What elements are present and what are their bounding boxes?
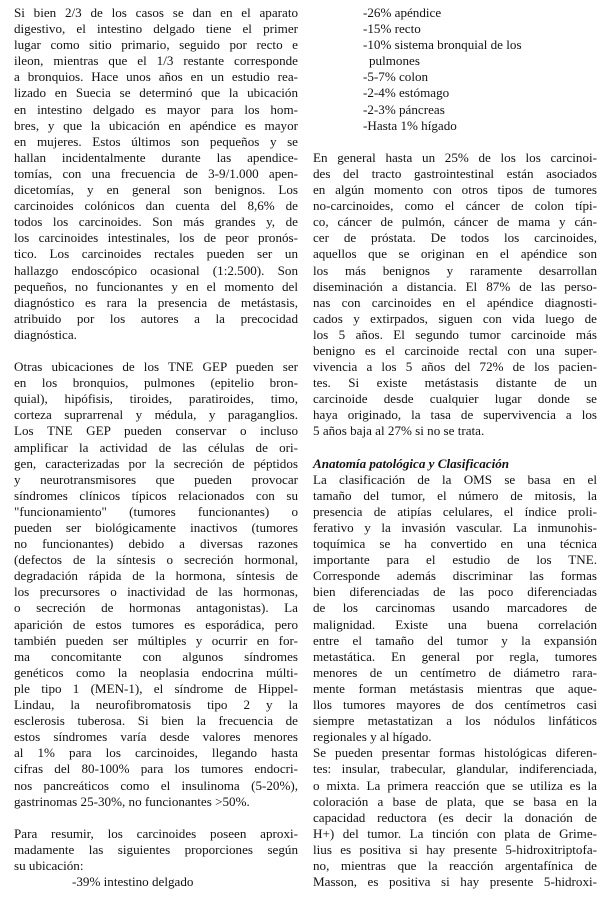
location-proportions-list <box>313 5 597 134</box>
text-line: quial), hipófisis, tiroides, paratiroides, timo, <box>14 391 298 407</box>
text-line: lius es positiva si hay presente 5-hidroxitriptofa- <box>313 841 597 857</box>
paragraph-who-classification <box>313 472 597 746</box>
list-item: -Hasta 1% hígado <box>363 117 457 133</box>
text-line: En general hasta un 25% de los los carcinoi- <box>313 149 597 165</box>
text-line: bres, y que la ubicación en apéndice es mayor <box>14 117 298 133</box>
text-line: también pueden ser múltiples y ocurrir en for- <box>14 632 298 648</box>
text-line: no, mientras que la reacción argentafínica de <box>313 857 597 873</box>
list-item: -26% apéndice <box>363 5 442 20</box>
paragraph-other-locations <box>14 359 298 810</box>
text-line: o secreción de hormonas antagonistas). La <box>14 600 298 616</box>
text-line: todos los carcinoides. Son más grandes y, de <box>14 214 298 230</box>
text-line: siempre metastatizan a los nódulos linfáticos <box>313 713 597 729</box>
list-item: -10% sistema bronquial de los <box>363 37 522 53</box>
text-line: cer de próstata. De todos los carcinoides, <box>313 230 597 246</box>
text-line: llos tumores mayores de dos centímetros casi <box>313 697 597 713</box>
text-line: coloración a base de plata, que se basa en la <box>313 793 597 809</box>
text-line: toquímica se ha convertido en una técnica <box>313 536 597 552</box>
text-line: gen, caracterizadas por la secreción de péptidos <box>14 455 298 471</box>
text-line: o mixta. La primera reacción que se utiliza es la <box>313 777 597 793</box>
text-line: Masson, es positiva si hay presente 5-hidroxi- <box>313 874 597 890</box>
paragraph-summary <box>14 826 298 890</box>
text-line: en mujeres. Estos últimos son pequeños y se <box>14 133 298 149</box>
text-line: madamente las siguientes proporciones según <box>14 841 298 857</box>
text-line: esclerosis tuberosa. Si bien la frecuencia de <box>14 713 298 729</box>
text-line: estos síndromes varía desde valores menores <box>14 729 298 745</box>
text-line: pequeños, no funcionantes y en el momento del <box>14 278 298 294</box>
text-line: haya originado, la tasa de supervivencia a los <box>313 407 597 423</box>
right-column <box>313 5 597 890</box>
text-line: aquellos que se originan en el apéndice son <box>313 246 597 262</box>
text-line: no-carcinoides, como el cáncer de colon típi- <box>313 198 597 214</box>
text-line: aparición de estos tumores es esporádica, pero <box>14 616 298 632</box>
list-item: -2-3% páncreas <box>363 101 445 117</box>
text-line: malignidad. Existe una buena correlación <box>313 616 597 632</box>
text-line: cados y extirpados, siguen con vida luego de <box>313 310 597 326</box>
text-line: Se pueden presentar formas histológicas diferen- <box>313 745 597 761</box>
text-line: degradación rápida de la hormona, síntesis de <box>14 568 298 584</box>
text-line: no funcionantes) debido a diversas razones <box>14 536 298 552</box>
paragraph-gap <box>313 440 597 456</box>
text-line: presencia de atipías celulares, el índice proli- <box>313 503 597 519</box>
text-line: Lindau, la neurofibromatosis tipo 2 y la <box>14 697 298 713</box>
text-line: los precursores o inactividad de las hormonas, <box>14 584 298 600</box>
text-line: en intestino delgado es mayor para los hom- <box>14 101 298 117</box>
paragraph-gap <box>313 134 597 150</box>
left-column <box>14 5 298 890</box>
text-line: ileon, mientras que el 1/3 restante corresponde <box>14 53 298 69</box>
text-line: cifras del 80-100% para los tumores endocri- <box>14 761 298 777</box>
text-line: tico. Los carcinoides rectales pueden ser un <box>14 246 298 262</box>
text-line: menores de un centímetro de diámetro rara- <box>313 664 597 680</box>
text-line: tes. Si existe metástasis distante de un <box>313 375 597 391</box>
text-line: ferativo y la invasión vascular. La inmunohis- <box>313 520 597 535</box>
text-line: des del tracto gastrointestinal están asociados <box>313 165 597 181</box>
text-line: La clasificación de la OMS se basa en el <box>313 471 597 487</box>
text-line: Si bien 2/3 de los casos se dan en el aparato <box>14 5 298 20</box>
text-line: atribuido por los autores a la precocidad <box>14 310 298 326</box>
paragraph-associations <box>313 150 597 440</box>
text-line: entre el tamaño del tumor y la expansión <box>313 632 597 648</box>
text-line: benigno es el carcinoide rectal con una super- <box>313 342 597 358</box>
list-item: -5-7% colon <box>363 69 429 85</box>
list-item: -39% intestino delgado <box>72 874 194 890</box>
text-line: "funcionamiento" (tumores funcionantes) o <box>14 503 298 519</box>
text-line: en los bronquios, pulmones (epitelio bron- <box>14 375 298 391</box>
text-line: carcinoide desde cualquier lugar donde se <box>313 391 597 407</box>
text-line: los 5 años. El segundo tumor carcinoide más <box>313 326 597 342</box>
text-line: tes: insular, trabecular, glandular, indiferenciada, <box>313 761 597 777</box>
text-line: carcinoides colónicos dan cuenta del 8,6% de <box>14 198 298 214</box>
text-line: síndromes clínicos típicos relacionados con su <box>14 487 298 503</box>
text-line: hallan incidentalmente durante las apendice- <box>14 149 298 165</box>
text-line: a bronquios. Hace unos años en un estudio rea- <box>14 69 298 85</box>
text-line: regionales y al hígado. <box>313 729 432 745</box>
text-line: diseminación a distancia. El 87% de las perso- <box>313 278 597 294</box>
text-line: de los carcinomas usando marcadores de <box>313 600 597 616</box>
text-line: Para resumir, los carcinoides poseen aproxi- <box>14 825 298 841</box>
text-line: bien diferenciadas de las poco diferenciadas <box>313 584 597 600</box>
list-item: -2-4% estómago <box>363 85 450 101</box>
text-line: genéticos como la neoplasia endocrina múlti- <box>14 664 298 680</box>
text-line: lizado en Suecia se determinó que la ubicación <box>14 85 298 101</box>
text-line: tomías, con una frecuencia de 3-9/1.000 apen- <box>14 165 298 181</box>
text-line: corteza suprarrenal y médula, y paraganglios. <box>14 407 298 423</box>
text-line: en algún momento con otros tipos de tumores <box>313 182 597 198</box>
list-item: -15% recto <box>363 21 421 37</box>
text-line: ma concomitante con algunos síndromes <box>14 648 298 664</box>
paragraph-gap <box>14 343 298 359</box>
paragraph-gap <box>14 810 298 826</box>
text-line: H+) del tumor. La tinción con plata de Grime- <box>313 825 597 841</box>
text-line: metastática. En general por regla, tumores <box>313 648 597 664</box>
paragraph-histology <box>313 745 597 890</box>
text-line: pueden ser biológicamente inactivos (tumores <box>14 520 298 535</box>
text-line: mente forman metástasis mientras que aque- <box>313 680 597 696</box>
text-line: co, cáncer de pulmón, cáncer de mama y cán- <box>313 214 597 230</box>
text-line: diagnóstica. <box>14 326 77 342</box>
text-line: vivencia a los 5 años del 72% de los pacien- <box>313 359 597 375</box>
text-line: (defectos de la síntesis o secreción hormonal, <box>14 552 298 568</box>
text-line: los más benignos y raramente desarrollan <box>313 262 597 278</box>
section-heading: Anatomía patológica y Clasificación <box>313 455 510 471</box>
text-line: nas con carcinoides en el apéndice diagnosti- <box>313 294 597 310</box>
paragraph-tumor-locations <box>14 5 298 343</box>
text-line: al 1% para los carcinoides, llegando hasta <box>14 745 298 761</box>
text-line: los carcinoides intestinales, los de peor pronós- <box>14 230 298 246</box>
text-line: Corresponde además discriminar las formas <box>313 568 597 584</box>
text-line: amplificar la actividad de las células de ori- <box>14 439 298 455</box>
text-line: capacidad reductora (es decir la donación de <box>313 809 597 825</box>
text-line: ple tipo 1 (MEN-1), el síndrome de Hippel- <box>14 680 298 696</box>
text-line: su ubicación: <box>14 857 84 873</box>
text-line: Los TNE GEP pueden conservar o incluso <box>14 423 298 439</box>
text-line: y neurotransmisores que pueden provocar <box>14 471 298 487</box>
text-line: tamaño del tumor, el número de mitosis, la <box>313 487 597 503</box>
list-item: pulmones <box>369 53 420 69</box>
text-line: diagnóstico es rara la presencia de metástasis, <box>14 294 298 310</box>
text-line: gastrinomas 25-30%, no funcionantes >50%. <box>14 793 250 809</box>
text-line: digestivo, el intestino delgado tiene el primer <box>14 21 298 37</box>
text-line: importante para el estudio de los TNE. <box>313 552 597 568</box>
text-line: Otras ubicaciones de los TNE GEP pueden ser <box>14 359 298 375</box>
text-line: hallazgo endoscópico ocasional (1:2.500). Son <box>14 262 298 278</box>
text-line: nos pancreáticos como el insulinoma (5-20%), <box>14 777 298 793</box>
text-line: dicetomías, y en general son benignos. Los <box>14 182 298 198</box>
text-line: 5 años baja al 27% si no se trata. <box>313 423 485 439</box>
text-line: lugar como sitio primario, seguido por recto e <box>14 37 298 53</box>
